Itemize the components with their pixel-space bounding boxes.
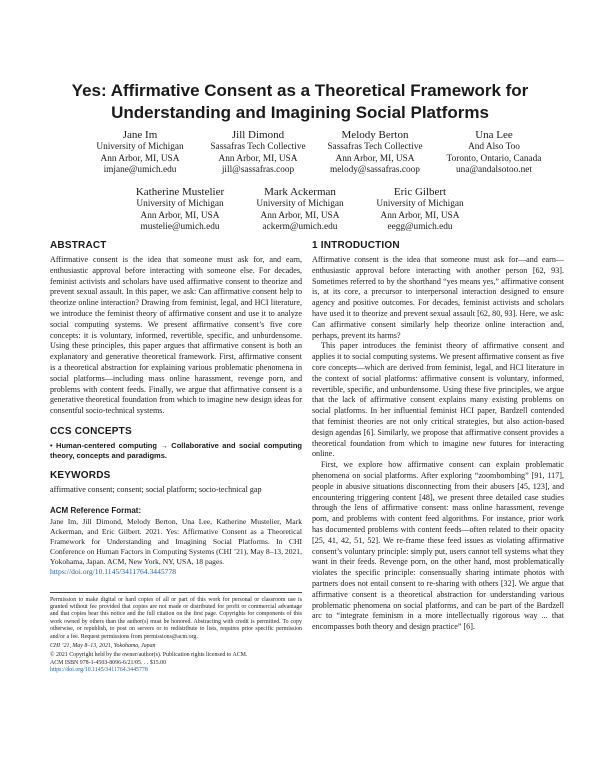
- intro-paragraph-2: This paper introduces the feminist theory of affirmative consent and applies it to social computing systems. We present affirmative consent as five core concepts—which are derived from feminist, legal, and HCI literature in the context of social platforms: affirmative consent is voluntary, informed, revertible, specific, and unburdensome. Using these five principles, we argue that the lack of affirmative consent explains many existing problems on social platforms. In her influential feminist HCI paper, Bardzell contended that feminist theories are not only critical strategies, but also action-based design agendas [6]. Similarly, we propose that affirmative consent provides a theoretical foundation from which to imagine new futures for interacting online.: [312, 341, 564, 459]
- author-email[interactable]: una@andalsotoo.net: [456, 165, 532, 175]
- ccs-concepts: • Human-centered computing → Collaborative and social computing theory, concepts and paradigms.: [50, 440, 302, 460]
- right-column: [312, 240, 564, 633]
- author-location: Ann Arbor, MI, USA: [218, 153, 298, 164]
- isbn-line: ACM ISBN 978-1-4503-8096-6/21/05. . . $15.00: [50, 659, 167, 666]
- author-name: Eric Gilbert: [393, 186, 447, 198]
- author-email[interactable]: eegg@umich.edu: [387, 222, 453, 232]
- abstract-text: Affirmative consent is the idea that someone must ask for, and earn, enthusiastic approval before interacting with someone else. For decades, feminist activists and scholars have used affirmative consent to theorize and prevent sexual assault. In this paper, we ask: Can affirmative consent help to theorize online interaction? Drawing from feminist, legal, and HCI literature, we introduce the feminist theory of affirmative consent and use it to analyze social computing systems. We present affirmative consent’s five core concepts: it is voluntary, informed, revertible, specific, and unburdensome. Using these principles, this paper argues that affirmative consent is both an explanatory and generative theoretical framework. First, affirmative consent is a theoretical abstraction for explaining various problematic phenomena in social platforms—including mass online harassment, revenge porn, and problems with content feeds. Finally, we argue that affirmative consent is a generative theoretical foundation from which to imagine new design ideas for consentful socio-technical systems.: [50, 255, 302, 416]
- author-block: [345, 186, 495, 234]
- permission-text: Permission to make digital or hard copies of all or part of this work for personal or classroom use is granted without fee provided that copies are not made or distributed for profit or commercial advantage and that copies bear this notice and the full citation on the first page. Copyrights for components of this work owned by others than the author(s) must be honored. Abstracting with credit is permitted. To copy otherwise, or republish, to post on servers or to redistribute to lists, requires prior specific permission and/or a fee. Request permissions from permissions@acm.org.: [50, 596, 302, 640]
- author-affiliation: University of Michigan: [376, 199, 464, 209]
- copyright-line: © 2021 Copyright held by the owner/author(s). Publication rights licensed to ACM.: [50, 652, 248, 659]
- author-name: Jill Dimond: [231, 129, 285, 141]
- author-email[interactable]: ackerm@umich.edu: [262, 222, 338, 232]
- title-line-2: Understanding and Imagining Social Platforms: [111, 103, 489, 122]
- title-line-1: Yes: Affirmative Consent as a Theoretical Framework for: [71, 81, 529, 100]
- author-affiliation: University of Michigan: [256, 199, 344, 209]
- author-name: Jane Im: [122, 129, 158, 141]
- paper-title: [40, 80, 560, 124]
- author-location: Ann Arbor, MI, USA: [260, 210, 340, 221]
- author-affiliation: Sassafras Tech Collective: [327, 142, 423, 152]
- author-location: Ann Arbor, MI, USA: [140, 210, 220, 221]
- author-affiliation: University of Michigan: [136, 199, 224, 209]
- author-email[interactable]: melody@sassafras.coop: [330, 165, 420, 175]
- author-name: Una Lee: [475, 129, 513, 141]
- conference-line: CHI ’21, May 8–13, 2021, Yokohama, Japan: [50, 642, 156, 649]
- author-block: [419, 129, 569, 177]
- reference-format-heading: ACM Reference Format:: [50, 505, 142, 515]
- doi-small-link[interactable]: https://doi.org/10.1145/3411764.3445778: [50, 667, 148, 674]
- author-affiliation: And Also Too: [468, 142, 520, 152]
- ccs-heading: CCS CONCEPTS: [50, 425, 132, 437]
- author-location: Ann Arbor, MI, USA: [100, 153, 180, 164]
- author-email[interactable]: mustelie@umich.edu: [140, 222, 220, 232]
- author-affiliation: University of Michigan: [96, 142, 184, 152]
- author-location: Toronto, Ontario, Canada: [446, 153, 542, 164]
- author-location: Ann Arbor, MI, USA: [380, 210, 460, 221]
- keywords-text: affirmative consent; consent; social platform; socio-technical gap: [50, 484, 262, 494]
- author-location: Ann Arbor, MI, USA: [335, 153, 415, 164]
- abstract-heading: ABSTRACT: [50, 240, 107, 251]
- permission-footnote: [50, 592, 302, 675]
- author-name: Katherine Mustelier: [135, 186, 225, 198]
- introduction-heading: 1 INTRODUCTION: [312, 240, 400, 251]
- author-name: Melody Berton: [341, 129, 409, 141]
- doi-link[interactable]: https://doi.org/10.1145/3411764.3445778: [50, 566, 177, 576]
- author-affiliation: Sassafras Tech Collective: [210, 142, 306, 152]
- keywords-heading: KEYWORDS: [50, 469, 111, 481]
- intro-paragraph-1: Affirmative consent is the idea that someone must ask for—and earn—enthusiastic approval before interacting with another person [62, 93]. Sometimes referred to by the shorthand “yes means yes,” affirmative consent is, at its core, a precursor to interpersonal interaction designed to ensure agency and positive outcomes. For decades, feminist activists and scholars have used it to theorize and prevent sexual assault [62, 80, 93]. Here, we ask: Can affirmative consent similarly help theorize online interaction and, perhaps, prevent its harms?: [312, 255, 564, 340]
- author-email[interactable]: imjane@umich.edu: [103, 165, 177, 175]
- left-column: [50, 240, 302, 675]
- author-email[interactable]: jill@sassafras.coop: [221, 165, 295, 175]
- reference-format-text: Jane Im, Jill Dimond, Melody Berton, Una Lee, Katherine Mustelier, Mark Ackerman, and Eric Gilbert. 2021. Yes: Affirmative Consent as a Theoretical Framework for Understanding and Imagining Social Platforms. In CHI Conference on Human Factors in Computing Systems (CHI ’21), May 8–13, 2021, Yokohama, Japan. ACM, New York, NY, USA, 18 pages.: [50, 516, 302, 566]
- author-name: Mark Ackerman: [264, 186, 336, 198]
- intro-paragraph-3: First, we explore how affirmative consent can explain problematic phenomena on social platforms. After exploring “zoombombing” [91, 117], people in abusive situations disconnecting from their abusers [45, 123], and encountering triggering content [48], we present three detailed case studies through the lens of affirmative consent: mass online harassment, revenge porn, and problems with content feed algorithms. For instance, prior work has documented problems with content feeds—often related to their opacity [25, 41, 42, 51, 52]. We re-frame these feed issues as violating affirmative consent’s voluntary principle: simply put, users cannot tell systems what they want in their feeds. Revenge porn, on the other hand, most problematically violates the specific principle: consensually sharing intimate photos with partners does not entail consent to re-sharing with others [32]. We argue that affirmative consent is a theoretical abstraction for understanding various problematic phenomena on social platforms, and can be part of the Bardzell arc to “integrate feminism in a more intellectually rigorous way ... that encompasses both theory and design practice” [6].: [312, 460, 564, 632]
